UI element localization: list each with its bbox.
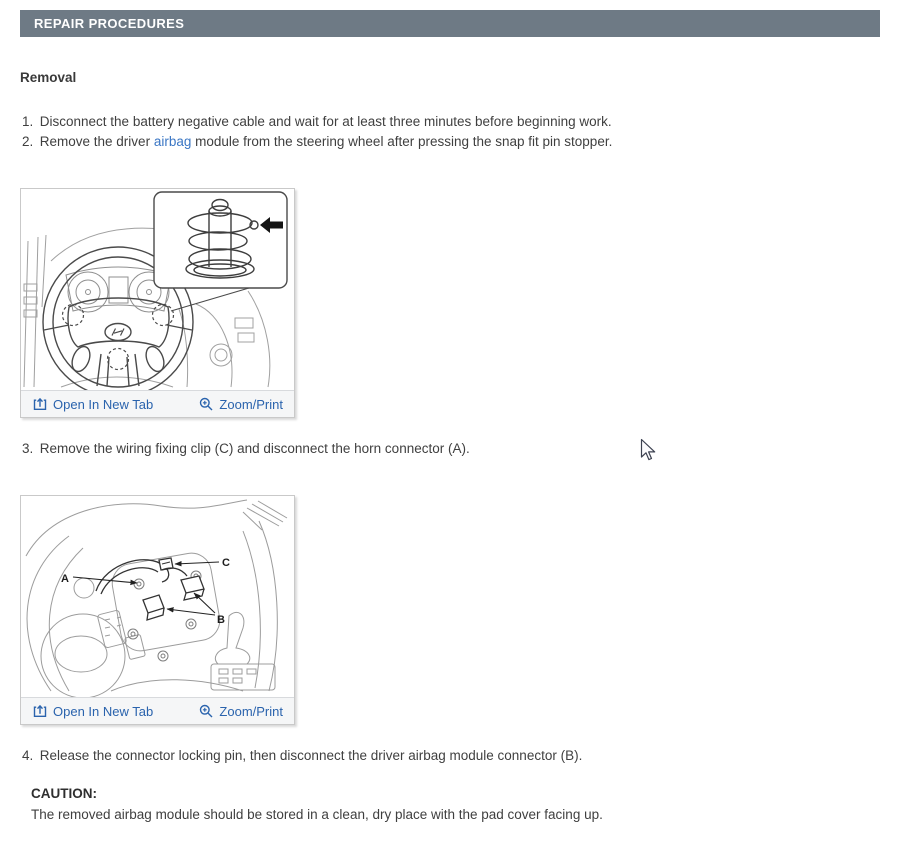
- open-in-new-tab-icon: [33, 704, 47, 718]
- figure-2-actions: [21, 697, 294, 724]
- figure-2-label-c: C: [222, 557, 230, 569]
- steering-wheel-front-diagram: [21, 189, 294, 390]
- step-1-number: 1.: [22, 114, 34, 129]
- step-2-text-post: module from the steering wheel after pressing the snap fit pin stopper.: [191, 134, 613, 149]
- figure-2-zoom-print-link[interactable]: [199, 704, 283, 719]
- figure-1-actions: [21, 390, 294, 417]
- caution-text: The removed airbag module should be stored in a clean, dry place with the pad cover facing up.: [31, 807, 603, 822]
- step-4-number: 4.: [22, 748, 34, 763]
- step-2-number: 2.: [22, 134, 34, 149]
- step-3-text: Remove the wiring fixing clip (C) and disconnect the horn connector (A).: [39, 441, 470, 456]
- figure-2-open-label: Open In New Tab: [53, 703, 154, 719]
- figure-2-open-in-new-tab-link[interactable]: [33, 704, 153, 719]
- step-3: [20, 439, 880, 459]
- figure-1-open-in-new-tab-link[interactable]: [33, 397, 153, 412]
- figure-card-1: [20, 188, 295, 418]
- figure-1-zoom-label: Zoom/Print: [219, 396, 283, 412]
- step-1: [20, 112, 880, 132]
- figure-1-zoom-print-link[interactable]: [199, 397, 283, 412]
- figure-1-image: [21, 189, 294, 390]
- step-3-number: 3.: [22, 441, 34, 456]
- caution-heading: CAUTION:: [31, 786, 97, 801]
- step-4-text: Release the connector locking pin, then disconnect the driver airbag module connector (B).: [39, 748, 583, 763]
- caution-note: [20, 786, 880, 825]
- figure-2-label-a: A: [61, 573, 69, 585]
- zoom-print-icon: [199, 704, 213, 718]
- step-1-text: Disconnect the battery negative cable and wait for at least three minutes before beginning work.: [39, 114, 612, 129]
- figure-card-2: [20, 495, 295, 725]
- zoom-print-icon: [199, 397, 213, 411]
- section-header-title: REPAIR PROCEDURES: [34, 16, 185, 31]
- step-2-text-pre: Remove the driver: [39, 134, 154, 149]
- section-header-bar: [20, 10, 880, 37]
- figure-2-label-b: B: [217, 614, 225, 626]
- open-in-new-tab-icon: [33, 397, 47, 411]
- airbag-link[interactable]: airbag: [153, 134, 192, 149]
- procedure-steps: [20, 112, 880, 152]
- figure-1-open-label: Open In New Tab: [53, 396, 154, 412]
- figure-2-zoom-label: Zoom/Print: [219, 703, 283, 719]
- page-content: [0, 10, 900, 825]
- page-title: Removal: [20, 70, 77, 85]
- step-2: [20, 132, 880, 152]
- figure-2-image: [21, 496, 294, 697]
- steering-wheel-rear-diagram: [21, 496, 294, 697]
- step-4: [20, 746, 880, 766]
